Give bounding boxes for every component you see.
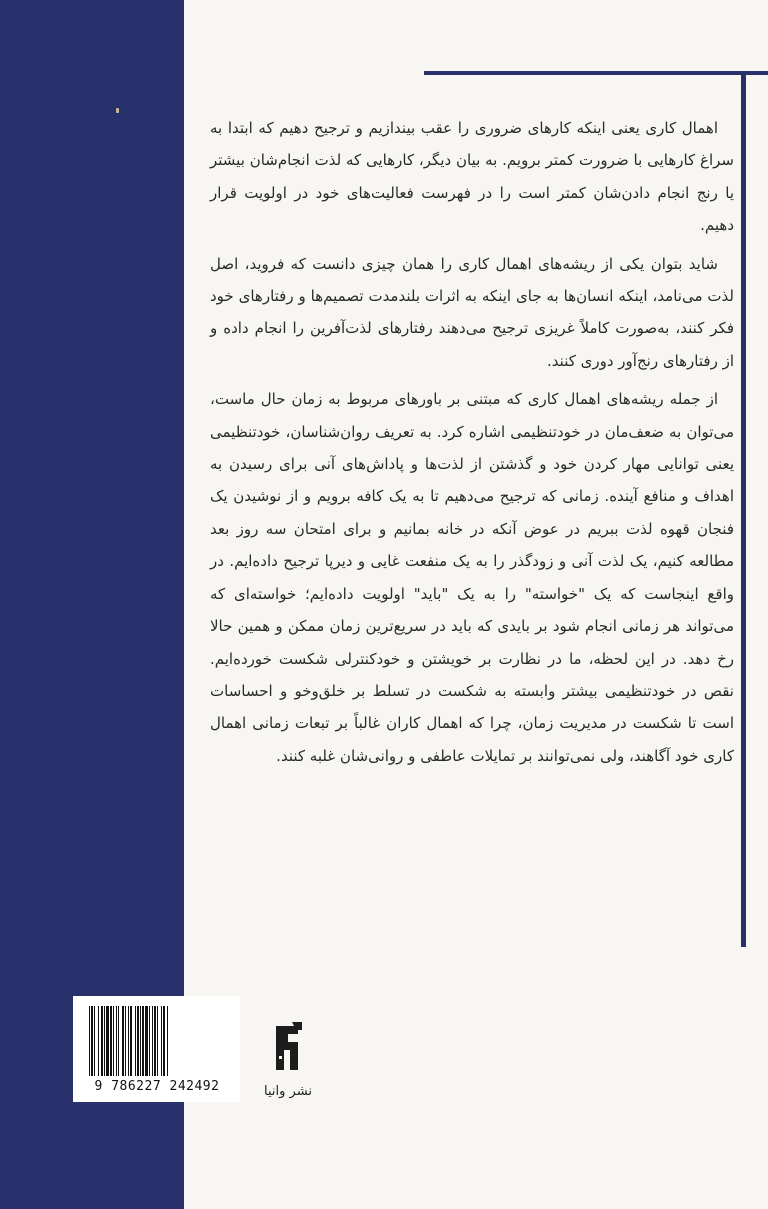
blurb-paragraph-1: اهمال کاری یعنی اینکه کارهای ضروری را عقب بیندازیم و ترجیح دهیم که ابتدا به سراغ کارهایی با ضرورت کمتر برویم. به بیان دیگر، کارهایی که لذت انجام‌شان بیشتر یا رنج انجام دادن‌شان کمتر است را در فهرست فعالیت‌های خود در اولویت قرار دهیم. bbox=[210, 119, 734, 235]
barcode-bar bbox=[168, 1006, 169, 1076]
spine-mark bbox=[116, 108, 119, 113]
blurb-text bbox=[210, 112, 734, 772]
top-rule bbox=[424, 71, 768, 75]
publisher-name: نشر وانیا bbox=[264, 1084, 312, 1099]
blurb-paragraph-3: از جمله ریشه‌های اهمال کاری که مبتنی بر باورهای مربوط به زمان حال ماست، می‌توان به ضعف‌مان در خودتنظیمی اشاره کرد. به تعریف روان‌شناسان، خودتنظیمی یعنی توانایی مهار کردن خود و گذشتن از لذت‌ها و پاداش‌های آنی برای رسیدن به اهداف و منافع آینده. زمانی که ترجیح می‌دهیم تا به یک کافه برویم و از نوشیدن یک فنجان قهوه لذت ببریم در عوض آنکه در خانه بمانیم و برای امتحان سه روز بعد مطالعه کنیم، یک لذت آنی و زودگذر را به یک منفعت غایی و دیرپا ترجیح داده‌ایم. در واقع اینجاست که یک "خواسته" را به یک "باید" اولویت داده‌ایم؛ خواسته‌ای که می‌تواند هر زمانی انجام شود بر بایدی که باید در سریع‌ترین زمان ممکن و همین حالا رخ دهد. در این لحظه، ما در نظارت بر خویشتن و خودکنترلی شکست خورده‌ایم. نقص در خودتنظیمی بیشتر وابسته به شکست در تسلط بر خلق‌وخو و احساسات است تا شکست در مدیریت زمان، چرا که اهمال کاران غالباً بر تبعات زمانی اهمال کاری خود آگاهند، ولی نمی‌توانند بر تمایلات عاطفی و روانی‌شان غلبه کنند. bbox=[210, 390, 734, 765]
barcode-bars bbox=[89, 1006, 227, 1076]
side-rule bbox=[741, 71, 746, 947]
isbn-barcode bbox=[73, 996, 240, 1102]
blurb-paragraph-2: شاید بتوان یکی از ریشه‌های اهمال کاری را همان چیزی دانست که فروید، اصل لذت می‌نامد، اینکه انسان‌ها به جای اینکه به اثرات بلندمدت تصمیم‌ها و رفتارهای خود فکر کنند، به‌صورت کاملاً غریزی ترجیح می‌دهند رفتارهای لذت‌آفرین را انجام داده و از رفتارهای رنج‌آور دوری کنند. bbox=[210, 254, 734, 370]
publisher-logo-icon bbox=[268, 1020, 308, 1080]
barcode-number: 9 786227 242492 bbox=[94, 1079, 220, 1094]
